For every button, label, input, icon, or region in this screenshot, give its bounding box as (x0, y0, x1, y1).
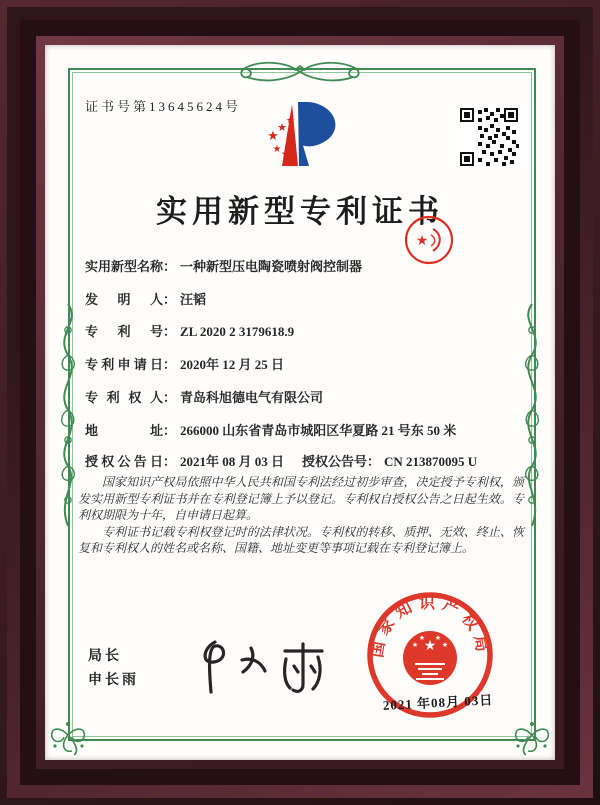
field-grant-line: 授权公告日： 2021年 08 月 03 日 授权公告号： CN 213870095 U (85, 451, 535, 470)
field-utility-model-name: 实用新型名称： 一种新型压电陶瓷喷射阀控制器 (85, 259, 363, 274)
flourish-top-icon (233, 57, 367, 87)
legal-paragraph-2: 专利证书记载专利权登记时的法律状况。专利权的转移、质押、无效、终止、恢复和专利权人的姓名或名称、国籍、地址变更等事项记载在专利登记簿上。 (78, 524, 524, 555)
national-emblem-icon (403, 631, 457, 685)
director-name: 申长雨 (88, 671, 139, 687)
legal-text (78, 474, 524, 557)
svg-text:★: ★ (418, 634, 426, 642)
flourish-corner-left-icon (45, 712, 91, 758)
field-grant-number: 授权公告号： CN 213870095 U (302, 454, 478, 469)
svg-text:★: ★ (280, 147, 292, 161)
seal-text: 国家知识产权局 (369, 595, 491, 659)
svg-text:★: ★ (415, 233, 429, 249)
field-patent-number: 专利号： ZL 2020 2 3179618.9 (85, 324, 295, 339)
svg-text:★: ★ (267, 129, 279, 144)
field-filing-date: 专利申请日： 2020年 12 月 25 日 (85, 357, 285, 372)
director-title: 局长 (88, 647, 122, 663)
certificate-title: 实用新型专利证书 (156, 194, 444, 229)
flourish-corner-right-icon (509, 712, 555, 758)
certificate-number: 证书号第13645624号 (85, 99, 242, 114)
qr-code (458, 106, 520, 168)
svg-text:★: ★ (423, 638, 437, 654)
svg-text:★: ★ (434, 634, 442, 642)
svg-text:★: ★ (285, 116, 295, 126)
svg-text:★: ★ (411, 641, 419, 649)
director-signature-icon (185, 630, 335, 700)
legal-paragraph-1: 国家知识产权局依照中华人民共和国专利法经过初步审查，决定授予专利权，颁发实用新型专利证书并在专利登记簿上予以登记。专利权自授权公告之日起生效。专利权期限为十年，自申请日起算。 (78, 475, 524, 522)
field-address: 地址： 266000 山东省青岛市城阳区华夏路 21 号东 50 米 (85, 423, 457, 438)
cnipa-logo (252, 98, 348, 170)
seal-date: 2021 年08月 03日 (382, 692, 494, 713)
svg-text:★: ★ (277, 121, 287, 134)
svg-text:★: ★ (441, 641, 449, 649)
field-patentee: 专利权人： 青岛科旭德电气有限公司 (85, 390, 324, 405)
field-inventor: 发明人： 汪韬 (85, 292, 207, 307)
certificate-page (45, 45, 555, 760)
svg-text:★: ★ (272, 144, 282, 155)
